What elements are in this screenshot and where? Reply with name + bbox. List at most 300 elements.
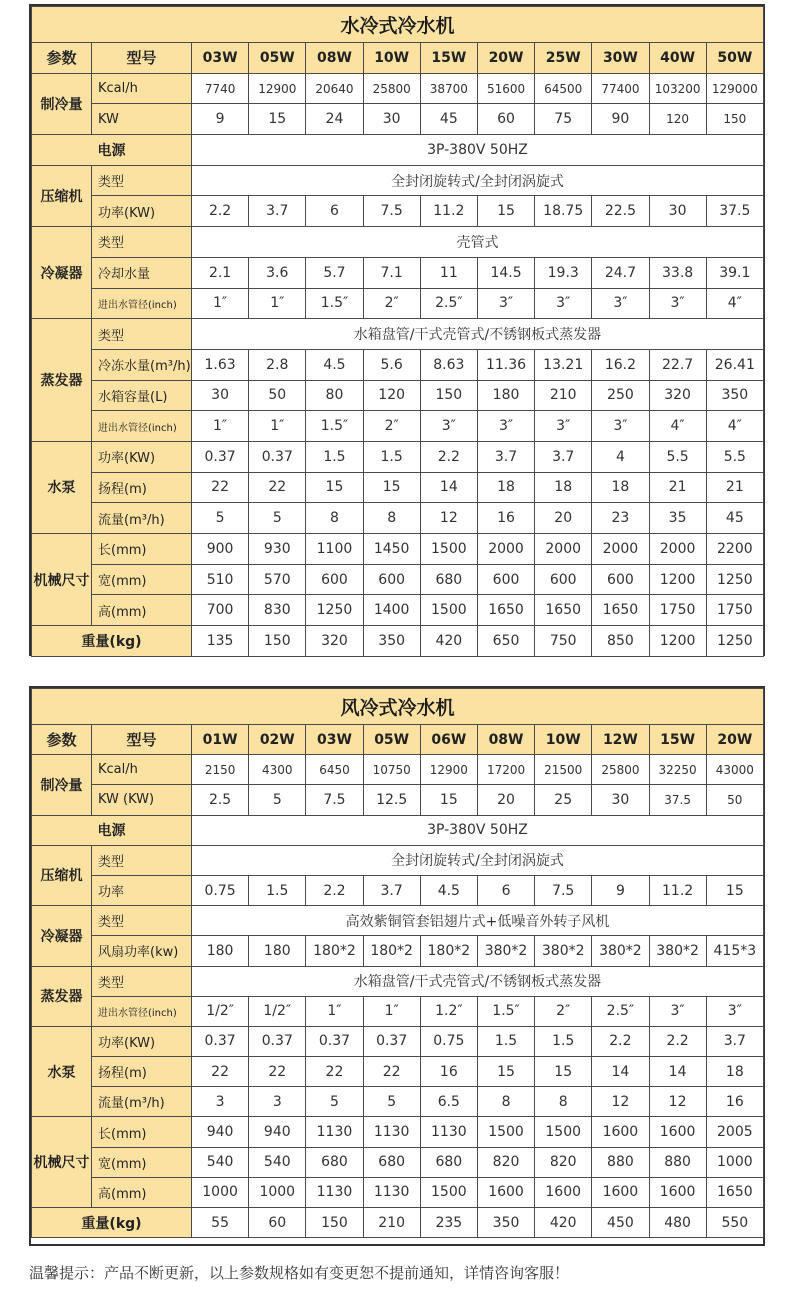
- value-cell: 11.2: [649, 875, 706, 905]
- table-row: [32, 1117, 764, 1147]
- value-cell: 2.5″: [592, 996, 649, 1026]
- value-cell: 1200: [649, 564, 706, 595]
- row-label: 类型: [92, 845, 192, 875]
- value-cell: 0.37: [192, 1026, 249, 1056]
- value-cell: 1.5: [306, 441, 363, 472]
- value-cell: 5.5: [706, 441, 763, 472]
- value-cell: 22: [306, 1057, 363, 1087]
- value-cell: 5: [363, 1087, 420, 1117]
- span-value: 3P-380V 50HZ: [192, 815, 764, 845]
- value-cell: 12900: [249, 73, 306, 104]
- value-cell: 22: [363, 1057, 420, 1087]
- model-label: 型号: [92, 725, 192, 755]
- model-header: 05W: [363, 725, 420, 755]
- value-cell: 1650: [477, 595, 534, 626]
- value-cell: 26.41: [706, 349, 763, 380]
- value-cell: 14.5: [477, 257, 534, 288]
- section-label: 电源: [32, 815, 192, 845]
- value-cell: 180: [477, 380, 534, 411]
- value-cell: 350: [477, 1208, 534, 1238]
- table-row: [32, 380, 764, 411]
- value-cell: 3″: [592, 288, 649, 319]
- water-title: 水冷式冷水机: [32, 7, 764, 43]
- value-cell: 415*3: [706, 936, 763, 966]
- value-cell: 14: [592, 1057, 649, 1087]
- value-cell: 450: [592, 1208, 649, 1238]
- value-cell: 1650: [706, 1177, 763, 1207]
- value-cell: 1650: [592, 595, 649, 626]
- value-cell: 5.7: [306, 257, 363, 288]
- section-label: 压缩机: [32, 165, 92, 226]
- value-cell: 14: [420, 472, 477, 503]
- footer-note: 温馨提示：产品不断更新，以上参数规格如有变更恕不提前通知，详情咨询客服！: [29, 1264, 570, 1282]
- value-cell: 1/2″: [192, 996, 249, 1026]
- value-cell: 830: [249, 595, 306, 626]
- table-row: [32, 503, 764, 534]
- value-cell: 33.8: [649, 257, 706, 288]
- value-cell: 45: [706, 503, 763, 534]
- value-cell: 2″: [535, 996, 592, 1026]
- value-cell: 7.5: [306, 785, 363, 815]
- value-cell: 18.75: [535, 196, 592, 227]
- value-cell: 3″: [649, 288, 706, 319]
- value-cell: 600: [592, 564, 649, 595]
- table-row: [32, 966, 764, 996]
- value-cell: 39.1: [706, 257, 763, 288]
- value-cell: 420: [420, 626, 477, 657]
- value-cell: 320: [649, 380, 706, 411]
- value-cell: 6450: [306, 755, 363, 785]
- value-cell: 11.36: [477, 349, 534, 380]
- value-cell: 4.5: [420, 875, 477, 905]
- value-cell: 2″: [363, 288, 420, 319]
- value-cell: 135: [192, 626, 249, 657]
- value-cell: 3.6: [249, 257, 306, 288]
- value-cell: 1600: [649, 1177, 706, 1207]
- section-label: 重量(kg): [32, 626, 192, 657]
- value-cell: 1250: [306, 595, 363, 626]
- row-label: 长(mm): [92, 1117, 192, 1147]
- value-cell: 1600: [649, 1117, 706, 1147]
- value-cell: 14: [649, 1057, 706, 1087]
- value-cell: 3.7: [363, 875, 420, 905]
- value-cell: 1130: [306, 1177, 363, 1207]
- row-label: 类型: [92, 906, 192, 936]
- value-cell: 180*2: [420, 936, 477, 966]
- value-cell: 25800: [363, 73, 420, 104]
- row-label: 流量(m³/h): [92, 503, 192, 534]
- value-cell: 77400: [592, 73, 649, 104]
- value-cell: 19.3: [535, 257, 592, 288]
- value-cell: 1.2″: [420, 996, 477, 1026]
- model-header: 01W: [192, 725, 249, 755]
- table-row: [32, 257, 764, 288]
- value-cell: 380*2: [477, 936, 534, 966]
- value-cell: 2.5″: [420, 288, 477, 319]
- value-cell: 22: [192, 472, 249, 503]
- value-cell: 30: [649, 196, 706, 227]
- section-label: 水泵: [32, 1026, 92, 1117]
- row-label: 进出水管径(inch): [92, 288, 192, 319]
- value-cell: 21500: [535, 755, 592, 785]
- value-cell: 2.2: [649, 1026, 706, 1056]
- row-label: 宽(mm): [92, 1147, 192, 1177]
- value-cell: 2.2: [306, 875, 363, 905]
- value-cell: 50: [249, 380, 306, 411]
- air-title: 风冷式冷水机: [32, 689, 764, 725]
- section-label: 重量(kg): [32, 1208, 192, 1238]
- value-cell: 1500: [477, 1117, 534, 1147]
- value-cell: 1650: [535, 595, 592, 626]
- value-cell: 180: [249, 936, 306, 966]
- value-cell: 1.5″: [306, 288, 363, 319]
- value-cell: 3: [192, 1087, 249, 1117]
- value-cell: 30: [192, 380, 249, 411]
- model-header: 10W: [363, 43, 420, 74]
- value-cell: 2150: [192, 755, 249, 785]
- value-cell: 8: [535, 1087, 592, 1117]
- table-row: [32, 996, 764, 1026]
- table-row: [32, 472, 764, 503]
- value-cell: 235: [420, 1208, 477, 1238]
- value-cell: 4″: [706, 288, 763, 319]
- value-cell: 4″: [649, 411, 706, 442]
- value-cell: 2.2: [420, 441, 477, 472]
- value-cell: 51600: [477, 73, 534, 104]
- value-cell: 2.5: [192, 785, 249, 815]
- value-cell: 900: [192, 534, 249, 565]
- value-cell: 20: [477, 785, 534, 815]
- value-cell: 3.7: [249, 196, 306, 227]
- model-header: 08W: [477, 725, 534, 755]
- value-cell: 12: [649, 1087, 706, 1117]
- row-label: 水箱容量(L): [92, 380, 192, 411]
- value-cell: 22: [192, 1057, 249, 1087]
- row-label: 功率(KW): [92, 196, 192, 227]
- value-cell: 1″: [306, 996, 363, 1026]
- value-cell: 2000: [477, 534, 534, 565]
- value-cell: 0.75: [420, 1026, 477, 1056]
- value-cell: 940: [249, 1117, 306, 1147]
- row-label: 长(mm): [92, 534, 192, 565]
- table-row: [32, 319, 764, 350]
- value-cell: 12: [420, 503, 477, 534]
- value-cell: 700: [192, 595, 249, 626]
- value-cell: 7.5: [535, 875, 592, 905]
- section-label: 机械尺寸: [32, 1117, 92, 1208]
- value-cell: 6: [306, 196, 363, 227]
- table-row: [32, 165, 764, 196]
- value-cell: 60: [477, 104, 534, 135]
- value-cell: 30: [592, 785, 649, 815]
- value-cell: 24: [306, 104, 363, 135]
- value-cell: 7.5: [363, 196, 420, 227]
- value-cell: 20: [535, 503, 592, 534]
- table-row: [32, 441, 764, 472]
- value-cell: 600: [535, 564, 592, 595]
- value-cell: 0.37: [249, 1026, 306, 1056]
- table-row: [32, 785, 764, 815]
- value-cell: 15: [249, 104, 306, 135]
- value-cell: 420: [535, 1208, 592, 1238]
- value-cell: 510: [192, 564, 249, 595]
- row-label: KW (KW): [92, 785, 192, 815]
- value-cell: 2000: [535, 534, 592, 565]
- model-header: 20W: [706, 725, 763, 755]
- value-cell: 3″: [535, 288, 592, 319]
- value-cell: 120: [649, 104, 706, 135]
- value-cell: 23: [592, 503, 649, 534]
- value-cell: 4: [592, 441, 649, 472]
- value-cell: 2.8: [249, 349, 306, 380]
- value-cell: 1500: [420, 595, 477, 626]
- value-cell: 570: [249, 564, 306, 595]
- model-header: 20W: [477, 43, 534, 74]
- row-label: 进出水管径(inch): [92, 996, 192, 1026]
- value-cell: 0.37: [192, 441, 249, 472]
- value-cell: 600: [363, 564, 420, 595]
- span-value: 3P-380V 50HZ: [192, 135, 764, 166]
- table-row: [32, 1177, 764, 1207]
- value-cell: 15: [477, 196, 534, 227]
- row-label: 类型: [92, 165, 192, 196]
- span-value: 全封闭旋转式/全封闭涡旋式: [192, 845, 764, 875]
- value-cell: 0.37: [363, 1026, 420, 1056]
- value-cell: 38700: [420, 73, 477, 104]
- value-cell: 680: [363, 1147, 420, 1177]
- value-cell: 17200: [477, 755, 534, 785]
- table-row: [32, 534, 764, 565]
- value-cell: 1.5″: [306, 411, 363, 442]
- value-cell: 18: [477, 472, 534, 503]
- value-cell: 1500: [420, 1177, 477, 1207]
- row-label: 冷却水量: [92, 257, 192, 288]
- value-cell: 680: [420, 564, 477, 595]
- value-cell: 8: [306, 503, 363, 534]
- value-cell: 1750: [649, 595, 706, 626]
- value-cell: 22: [249, 472, 306, 503]
- section-label: 水泵: [32, 441, 92, 533]
- value-cell: 18: [706, 1057, 763, 1087]
- value-cell: 3.7: [706, 1026, 763, 1056]
- model-header: 03W: [192, 43, 249, 74]
- row-label: 高(mm): [92, 595, 192, 626]
- value-cell: 60: [249, 1208, 306, 1238]
- air-cooled-spec-table: [29, 686, 765, 1246]
- value-cell: 210: [535, 380, 592, 411]
- value-cell: 45: [420, 104, 477, 135]
- value-cell: 30: [363, 104, 420, 135]
- model-header: 02W: [249, 725, 306, 755]
- value-cell: 80: [306, 380, 363, 411]
- value-cell: 13.21: [535, 349, 592, 380]
- value-cell: 16: [420, 1057, 477, 1087]
- value-cell: 3″: [535, 411, 592, 442]
- table-row: [32, 755, 764, 785]
- span-value: 高效紫铜管套铝翅片式+低噪音外转子风机: [192, 906, 764, 936]
- air-table: [31, 688, 764, 1238]
- span-value: 水箱盘管/干式壳管式/不锈钢板式蒸发器: [192, 319, 764, 350]
- value-cell: 0.75: [192, 875, 249, 905]
- value-cell: 120: [363, 380, 420, 411]
- value-cell: 550: [706, 1208, 763, 1238]
- value-cell: 15: [706, 875, 763, 905]
- table-row: [32, 73, 764, 104]
- value-cell: 3″: [477, 411, 534, 442]
- value-cell: 1500: [535, 1117, 592, 1147]
- value-cell: 2005: [706, 1117, 763, 1147]
- value-cell: 5: [249, 503, 306, 534]
- model-header: 10W: [535, 725, 592, 755]
- model-header: 06W: [420, 725, 477, 755]
- section-label: 电源: [32, 135, 192, 166]
- value-cell: 1400: [363, 595, 420, 626]
- row-label: KW: [92, 104, 192, 135]
- value-cell: 37.5: [706, 196, 763, 227]
- value-cell: 15: [306, 472, 363, 503]
- value-cell: 180*2: [363, 936, 420, 966]
- value-cell: 1600: [477, 1177, 534, 1207]
- value-cell: 3″: [706, 996, 763, 1026]
- value-cell: 1.63: [192, 349, 249, 380]
- value-cell: 7740: [192, 73, 249, 104]
- value-cell: 380*2: [649, 936, 706, 966]
- value-cell: 1600: [592, 1177, 649, 1207]
- value-cell: 0.37: [249, 441, 306, 472]
- value-cell: 2.1: [192, 257, 249, 288]
- value-cell: 1″: [363, 996, 420, 1026]
- row-label: 宽(mm): [92, 564, 192, 595]
- row-label: 扬程(m): [92, 472, 192, 503]
- value-cell: 940: [192, 1117, 249, 1147]
- param-label: 参数: [32, 725, 92, 755]
- value-cell: 880: [649, 1147, 706, 1177]
- span-value: 全封闭旋转式/全封闭涡旋式: [192, 165, 764, 196]
- value-cell: 3″: [592, 411, 649, 442]
- value-cell: 8.63: [420, 349, 477, 380]
- value-cell: 37.5: [649, 785, 706, 815]
- row-label: 类型: [92, 227, 192, 258]
- table-row: [32, 1147, 764, 1177]
- value-cell: 3: [249, 1087, 306, 1117]
- value-cell: 3″: [649, 996, 706, 1026]
- value-cell: 12: [592, 1087, 649, 1117]
- value-cell: 25800: [592, 755, 649, 785]
- value-cell: 1.5: [477, 1026, 534, 1056]
- value-cell: 680: [306, 1147, 363, 1177]
- value-cell: 12900: [420, 755, 477, 785]
- value-cell: 5: [306, 1087, 363, 1117]
- value-cell: 930: [249, 534, 306, 565]
- table-row: [32, 411, 764, 442]
- table-row: [32, 196, 764, 227]
- value-cell: 4.5: [306, 349, 363, 380]
- value-cell: 21: [706, 472, 763, 503]
- value-cell: 3″: [420, 411, 477, 442]
- value-cell: 1600: [592, 1117, 649, 1147]
- value-cell: 20640: [306, 73, 363, 104]
- value-cell: 103200: [649, 73, 706, 104]
- value-cell: 15: [535, 1057, 592, 1087]
- row-label: 冷冻水量(m³/h): [92, 349, 192, 380]
- value-cell: 25: [535, 785, 592, 815]
- value-cell: 320: [306, 626, 363, 657]
- value-cell: 380*2: [592, 936, 649, 966]
- model-label: 型号: [92, 43, 192, 74]
- section-label: 制冷量: [32, 755, 92, 815]
- value-cell: 16.2: [592, 349, 649, 380]
- value-cell: 1″: [192, 288, 249, 319]
- value-cell: 480: [649, 1208, 706, 1238]
- value-cell: 35: [649, 503, 706, 534]
- section-label: 制冷量: [32, 73, 92, 134]
- value-cell: 3.7: [477, 441, 534, 472]
- row-label: 流量(m³/h): [92, 1087, 192, 1117]
- model-header: 50W: [706, 43, 763, 74]
- row-label: 扬程(m): [92, 1057, 192, 1087]
- value-cell: 2.2: [192, 196, 249, 227]
- value-cell: 4″: [706, 411, 763, 442]
- model-header: 03W: [306, 725, 363, 755]
- value-cell: 90: [592, 104, 649, 135]
- value-cell: 1000: [706, 1147, 763, 1177]
- model-header: 15W: [420, 43, 477, 74]
- value-cell: 18: [592, 472, 649, 503]
- section-label: 蒸发器: [32, 966, 92, 1026]
- value-cell: 150: [249, 626, 306, 657]
- table-row: [32, 1087, 764, 1117]
- value-cell: 150: [306, 1208, 363, 1238]
- value-cell: 680: [420, 1147, 477, 1177]
- value-cell: 64500: [535, 73, 592, 104]
- table-row: [32, 906, 764, 936]
- value-cell: 1″: [249, 411, 306, 442]
- value-cell: 43000: [706, 755, 763, 785]
- row-label: 进出水管径(inch): [92, 411, 192, 442]
- value-cell: 15: [477, 1057, 534, 1087]
- table-row: [32, 595, 764, 626]
- row-label: 类型: [92, 966, 192, 996]
- row-label: 类型: [92, 319, 192, 350]
- value-cell: 180: [192, 936, 249, 966]
- value-cell: 22: [249, 1057, 306, 1087]
- value-cell: 1100: [306, 534, 363, 565]
- value-cell: 1750: [706, 595, 763, 626]
- value-cell: 1.5″: [477, 996, 534, 1026]
- value-cell: 1130: [363, 1117, 420, 1147]
- value-cell: 180*2: [306, 936, 363, 966]
- value-cell: 75: [535, 104, 592, 135]
- value-cell: 1200: [649, 626, 706, 657]
- table-row: [32, 349, 764, 380]
- value-cell: 12.5: [363, 785, 420, 815]
- value-cell: 2″: [363, 411, 420, 442]
- table-row: [32, 227, 764, 258]
- section-label: 机械尺寸: [32, 534, 92, 626]
- value-cell: 0.37: [306, 1026, 363, 1056]
- value-cell: 150: [706, 104, 763, 135]
- value-cell: 18: [535, 472, 592, 503]
- value-cell: 10750: [363, 755, 420, 785]
- value-cell: 5.6: [363, 349, 420, 380]
- value-cell: 9: [192, 104, 249, 135]
- section-label: 冷凝器: [32, 906, 92, 966]
- value-cell: 820: [535, 1147, 592, 1177]
- table-row: [32, 104, 764, 135]
- row-label: 风扇功率(kw): [92, 936, 192, 966]
- row-label: 功率(KW): [92, 1026, 192, 1056]
- model-header: 08W: [306, 43, 363, 74]
